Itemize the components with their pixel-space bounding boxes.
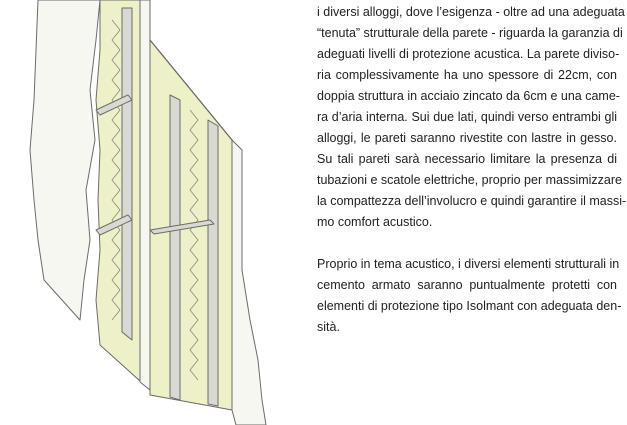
text-line: la compattezza dell’involucro e quindi garantire il massi- — [317, 194, 627, 208]
text-line: elementi di protezione tipo Isolmant con adeguata den- — [317, 299, 622, 313]
text-line: alloggi, le pareti saranno rivestite con lastre in gesso. — [317, 131, 617, 145]
text-line: mo comfort acustico. — [317, 215, 433, 229]
text-line: ra d’aria interna. Sui due lati, quindi verso entrambi gli — [317, 110, 617, 124]
right-steel-stud — [170, 95, 180, 400]
body-text-column — [317, 2, 627, 338]
wall-section-illustration — [0, 0, 300, 425]
text-line: sità. — [317, 320, 340, 334]
text-line: ria complessivamente ha uno spessore di 22cm, con — [317, 68, 617, 82]
text-line: tubazioni e scatole elettriche, proprio per massimizzare — [317, 173, 622, 187]
left-board-edge — [140, 0, 150, 390]
paragraph-spacer — [317, 233, 617, 254]
text-line: adeguati livelli di protezione acustica. La parete divisо- — [317, 47, 620, 61]
text-line: i diversi alloggi, dove l’esigenza - oltre ad una adeguata — [317, 5, 625, 19]
text-line: “tenuta” strutturale della parete - riguarda la garanzia di — [317, 26, 623, 40]
left-plasterboard — [30, 0, 100, 320]
right-steel-stud-2 — [208, 120, 218, 406]
text-line: cemento armato saranno puntualmente protetti con — [317, 278, 617, 292]
right-plasterboard — [232, 140, 266, 425]
paragraph-2 — [317, 254, 622, 338]
text-line: Proprio in tema acustico, i diversi elementi strutturali in — [317, 257, 620, 271]
text-line: doppia struttura in acciaio zincato da 6cm e una came- — [317, 89, 620, 103]
left-steel-stud — [122, 8, 132, 340]
text-line: Su tali pareti sarà necessario limitare la presenza di — [317, 152, 617, 166]
paragraph-1 — [317, 2, 627, 233]
